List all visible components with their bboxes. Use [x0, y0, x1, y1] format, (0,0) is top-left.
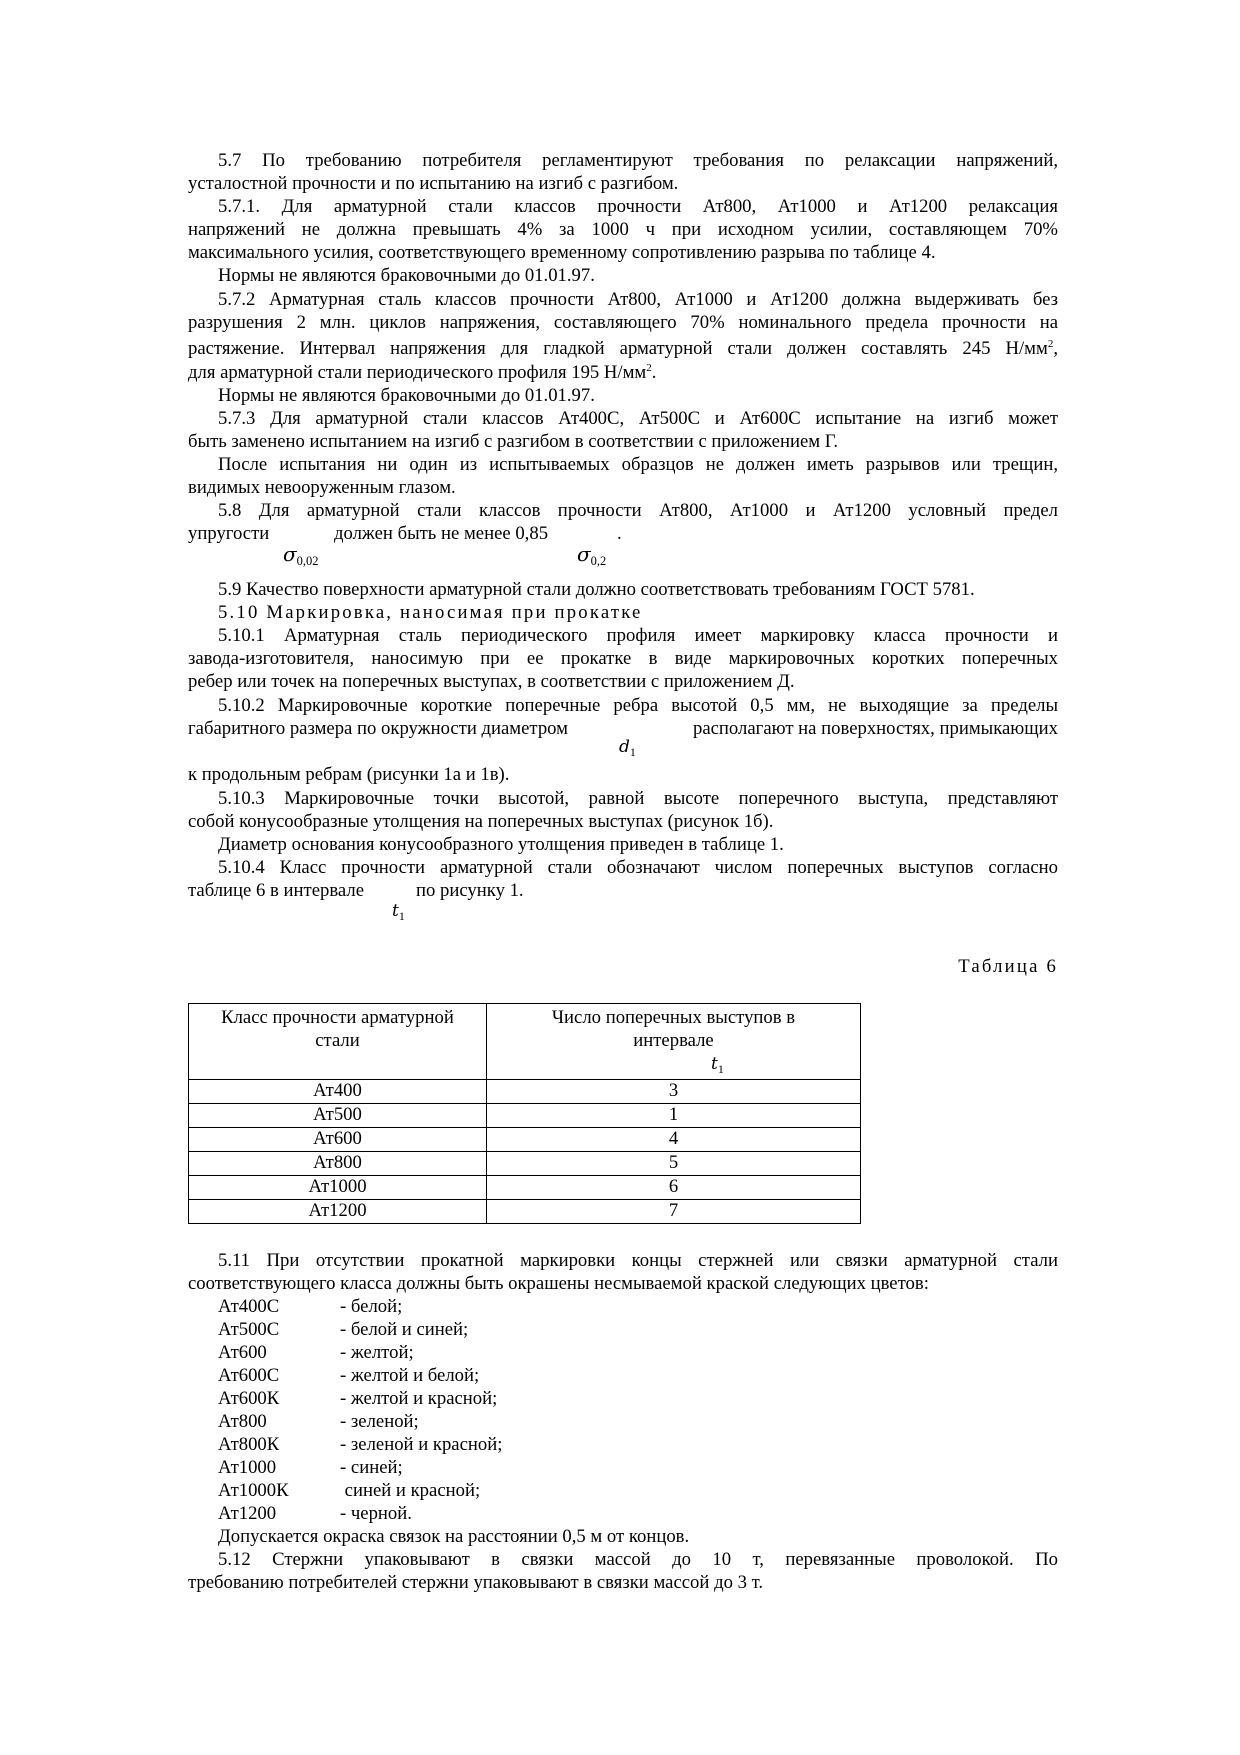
color-value: - белой;: [340, 1296, 403, 1317]
paragraph-5-10-4-line-1: 5.10.4 Класс прочности арматурной стали обозначают числом поперечных выступов согласно: [218, 857, 1058, 878]
paragraph-5-8-line-2b: должен быть не менее 0,85: [334, 523, 549, 544]
color-value: - желтой и красной;: [340, 1388, 498, 1409]
header-t1-wrap: [487, 1052, 860, 1076]
color-class: Ат600К: [218, 1388, 280, 1409]
count-cell: 5: [487, 1152, 861, 1176]
paragraph-5-7-3-line-1: 5.7.3 Для арматурной стали классов Ат400С, Ат500С и Ат600С испытание на изгиб может: [218, 408, 1058, 429]
paragraph-5-7-3b-line-2: видимых невооруженным глазом.: [188, 477, 456, 498]
class-cell: Ат1200: [189, 1200, 487, 1224]
paragraph-5-11-line-2: соответствующего класса должны быть окрашены несмываемой краской следующих цветов:: [188, 1273, 929, 1294]
paragraph-5-10-1-line-1: 5.10.1 Арматурная сталь периодического профиля имеет маркировку класса прочности и: [218, 625, 1058, 646]
paragraph-5-7-line-2: усталостной прочности и по испытанию на изгиб с разгибом.: [188, 173, 679, 194]
table-6-caption: Таблица 6: [958, 956, 1058, 977]
sigma-base: σ: [577, 542, 591, 566]
paragraph-5-10-1-line-2: завода-изготовителя, наносимую при ее прокатке в виде маркировочных коротких поперечных: [188, 648, 1058, 669]
paragraph-5-9: 5.9 Качество поверхности арматурной стали должно соответствовать требованиям ГОСТ 5781.: [218, 579, 975, 600]
sigma-base: σ: [283, 542, 297, 566]
line-4-end: .: [651, 362, 657, 383]
color-value: - желтой и белой;: [340, 1365, 480, 1386]
color-value: - синей;: [340, 1457, 403, 1478]
t-base: t: [392, 901, 399, 921]
table-row: [189, 1080, 861, 1104]
class-cell: Ат600: [189, 1128, 487, 1152]
table-row: [189, 1152, 861, 1176]
paragraph-5-7-2-line-1: 5.7.2 Арматурная сталь классов прочности Ат800, Ат1000 и Ат1200 должна выдерживать без: [218, 289, 1058, 310]
class-cell: Ат500: [189, 1104, 487, 1128]
table-header-row: [189, 1004, 861, 1080]
paragraph-5-10-2-line-2a: габаритного размера по окружности диаметром: [188, 718, 568, 739]
table-row: [189, 1104, 861, 1128]
color-value: - желтой;: [340, 1342, 414, 1363]
sigma-subscript: 0,2: [590, 554, 607, 568]
color-value: - зеленой и красной;: [340, 1434, 503, 1455]
paragraph-5-7-1-line-1: 5.7.1. Для арматурной стали классов прочности Ат800, Ат1000 и Ат1200 релаксация: [218, 196, 1058, 217]
paragraph-5-7-2-line-4: [188, 361, 1058, 384]
sigma-0-02-symbol: [283, 542, 319, 569]
table-row: [189, 1200, 861, 1224]
table-6: [188, 1003, 861, 1224]
paragraph-5-7-1-line-2: напряжений не должна превышать 4% за 1000 ч при исходном усилии, составляющем 70%: [188, 219, 1058, 240]
count-cell: 3: [487, 1080, 861, 1104]
superscript-2: 2: [1047, 338, 1054, 350]
section-5-10-heading: 5.10 Маркировка, наносимая при прокатке: [218, 602, 643, 623]
color-class: Ат800: [218, 1411, 267, 1432]
paragraph-5-8-line-1: 5.8 Для арматурной стали классов прочности Ат800, Ат1000 и Ат1200 условный предел: [218, 500, 1058, 521]
class-cell: Ат1000: [189, 1176, 487, 1200]
color-class: Ат1200: [218, 1503, 277, 1524]
t-subscript: 1: [398, 909, 405, 923]
color-class: Ат400С: [218, 1296, 280, 1317]
color-value: - зеленой;: [340, 1411, 419, 1432]
paragraph-5-12-line-1: 5.12 Стержни упаковывают в связки массой до 10 т, перевязанные проволокой. По: [218, 1549, 1058, 1570]
count-cell: 1: [487, 1104, 861, 1128]
color-class: Ат500С: [218, 1319, 280, 1340]
d-base: d: [619, 737, 630, 757]
color-class: Ат800К: [218, 1434, 280, 1455]
paragraph-5-7-2-line-2: разрушения 2 млн. циклов напряжения, составляющего 70% номинального предела прочности на: [188, 312, 1058, 333]
paragraph-5-7-2-line-3: [188, 337, 1058, 360]
count-cell: 4: [487, 1128, 861, 1152]
d1-symbol: [619, 737, 636, 760]
paragraph-5-10-3-line-1: 5.10.3 Маркировочные точки высотой, равной высоте поперечного выступа, представляют: [218, 788, 1058, 809]
paragraph-5-10-4-line-2b: по рисунку 1.: [416, 880, 524, 901]
color-value: - белой и синей;: [340, 1319, 469, 1340]
paragraph-5-7-3-line-2: быть заменено испытанием на изгиб с разгибом в соответствии с приложением Г.: [188, 431, 839, 452]
paragraph-5-10-3-line-2: собой конусообразные утолщения на поперечных выступах (рисунок 1б).: [188, 811, 774, 832]
paragraph-5-10-1-line-3: ребер или точек на поперечных выступах, в соответствии с приложением Д.: [188, 671, 795, 692]
paragraph-5-7-line-1: 5.7 По требованию потребителя регламентируют требования по релаксации напряжений,: [218, 150, 1058, 171]
paragraph-5-11-note: Допускается окраска связок на расстоянии 0,5 м от концов.: [218, 1526, 690, 1547]
paragraph-5-10-2-line-1: 5.10.2 Маркировочные короткие поперечные ребра высотой 0,5 мм, не выходящие за пределы: [218, 695, 1058, 716]
d-subscript: 1: [629, 745, 636, 759]
table-row: [189, 1176, 861, 1200]
color-class: Ат600С: [218, 1365, 280, 1386]
line-4-text: для арматурной стали периодического профиля 195 Н/мм: [188, 362, 647, 383]
table-row: [189, 1128, 861, 1152]
class-cell: Ат400: [189, 1080, 487, 1104]
superscript-2: 2: [646, 362, 652, 374]
paragraph-5-11-line-1: 5.11 При отсутствии прокатной маркировки концы стержней или связки арматурной стали: [218, 1250, 1058, 1271]
paragraph-5-10-2-line-2b: располагают на поверхностях, примыкающих: [693, 718, 1058, 739]
paragraph-5-12-line-2: требованию потребителей стержни упаковывают в связки массой до 3 т.: [188, 1572, 764, 1593]
t1-symbol: [392, 901, 405, 924]
sigma-subscript: 0,02: [296, 554, 319, 568]
norms-note-2: Нормы не являются браковочными до 01.01.97.: [218, 385, 595, 406]
header-class-text: Класс прочности арматурной стали: [221, 1007, 454, 1051]
count-cell: 6: [487, 1176, 861, 1200]
paragraph-5-7-3b-line-1: После испытания ни один из испытываемых образцов не должен иметь разрывов или трещин,: [218, 454, 1058, 475]
color-class: Ат1000К: [218, 1480, 289, 1501]
color-value: синей и красной;: [340, 1480, 481, 1501]
paragraph-5-10-3b: Диаметр основания конусообразного утолщения приведен в таблице 1.: [218, 834, 784, 855]
color-value: - черной.: [340, 1503, 412, 1524]
paragraph-5-8-line-2c: .: [617, 523, 622, 544]
count-cell: 7: [487, 1200, 861, 1224]
header-count-cell: [487, 1004, 861, 1080]
class-cell: Ат800: [189, 1152, 487, 1176]
paragraph-5-10-2-line-3: к продольным ребрам (рисунки 1а и 1в).: [188, 764, 510, 785]
header-count-text: Число поперечных выступов в интервале: [551, 1007, 796, 1051]
line-3-text: растяжение. Интервал напряжения для гладкой арматурной стали должен составлять 245 Н/мм: [188, 338, 1048, 359]
paragraph-5-10-4-line-2a: таблице 6 в интервале: [188, 880, 364, 901]
t-subscript: 1: [717, 1062, 724, 1076]
norms-note-1: Нормы не являются браковочными до 01.01.97.: [218, 265, 595, 286]
t-base: t: [711, 1054, 718, 1074]
paragraph-5-7-1-line-3: максимального усилия, соответствующего временному сопротивлению разрыва по таблице 4.: [188, 242, 936, 263]
header-class-cell: [189, 1004, 487, 1080]
color-class: Ат1000: [218, 1457, 277, 1478]
t1-symbol: [711, 1052, 724, 1081]
line-3-end: ,: [1053, 338, 1058, 359]
color-class: Ат600: [218, 1342, 267, 1363]
sigma-0-2-symbol: [577, 542, 606, 569]
paragraph-5-8-line-2a: упругости: [188, 523, 270, 544]
